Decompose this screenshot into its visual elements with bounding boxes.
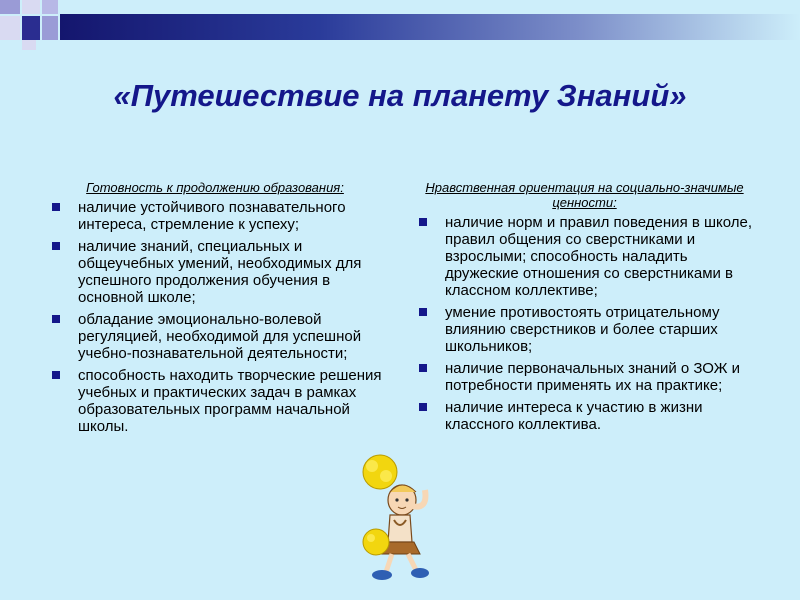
list-item: наличие знаний, специальных и общеучебных умений, необходимых для успешного продолжения обучения в основной школе; [45,238,385,306]
header-bar [60,14,800,40]
bullet-icon [52,371,60,379]
deco-square [42,16,58,40]
right-list [412,214,757,433]
bullet-icon [52,242,60,250]
bullet-icon [419,403,427,411]
list-item: способность находить творческие решения учебных и практических задач в рамках образовательных программ начальной школы. [45,367,385,435]
bullet-icon [419,218,427,226]
list-item: обладание эмоционально-волевой регуляцией, необходимой для успешной учебно-познавательной деятельности; [45,311,385,362]
deco-square [22,0,40,14]
bullet-icon [419,308,427,316]
deco-square [22,16,40,40]
list-item: наличие интереса к участию в жизни классного коллектива. [412,399,757,433]
list-item: наличие первоначальных знаний о ЗОЖ и потребности применять их на практике; [412,360,757,394]
right-heading: Нравственная ориентация на социально-значимые ценности: [425,180,744,210]
left-list [45,199,385,435]
right-column [412,180,757,438]
bullet-icon [52,315,60,323]
bullet-icon [52,203,60,211]
left-heading: Готовность к продолжению образования: [86,180,344,195]
left-column [45,180,385,440]
deco-square [42,0,58,14]
list-item: наличие норм и правил поведения в школе, правил общения со сверстниками и взрослыми; способность наладить дружеские отношения со сверстниками в классном коллективе; [412,214,757,299]
slide-title: «Путешествие на планету Знаний» [113,78,687,113]
deco-square [0,0,20,14]
pompom-bottom-icon [363,529,389,555]
list-item: умение противостоять отрицательному влиянию сверстников и более старших школьников; [412,304,757,355]
pompom-top-icon [363,455,397,489]
deco-square [22,40,36,50]
cheerleader-mascot-icon [350,450,440,585]
deco-square [0,16,20,40]
bullet-icon [419,364,427,372]
list-item: наличие устойчивого познавательного интереса, стремление к успеху; [45,199,385,233]
